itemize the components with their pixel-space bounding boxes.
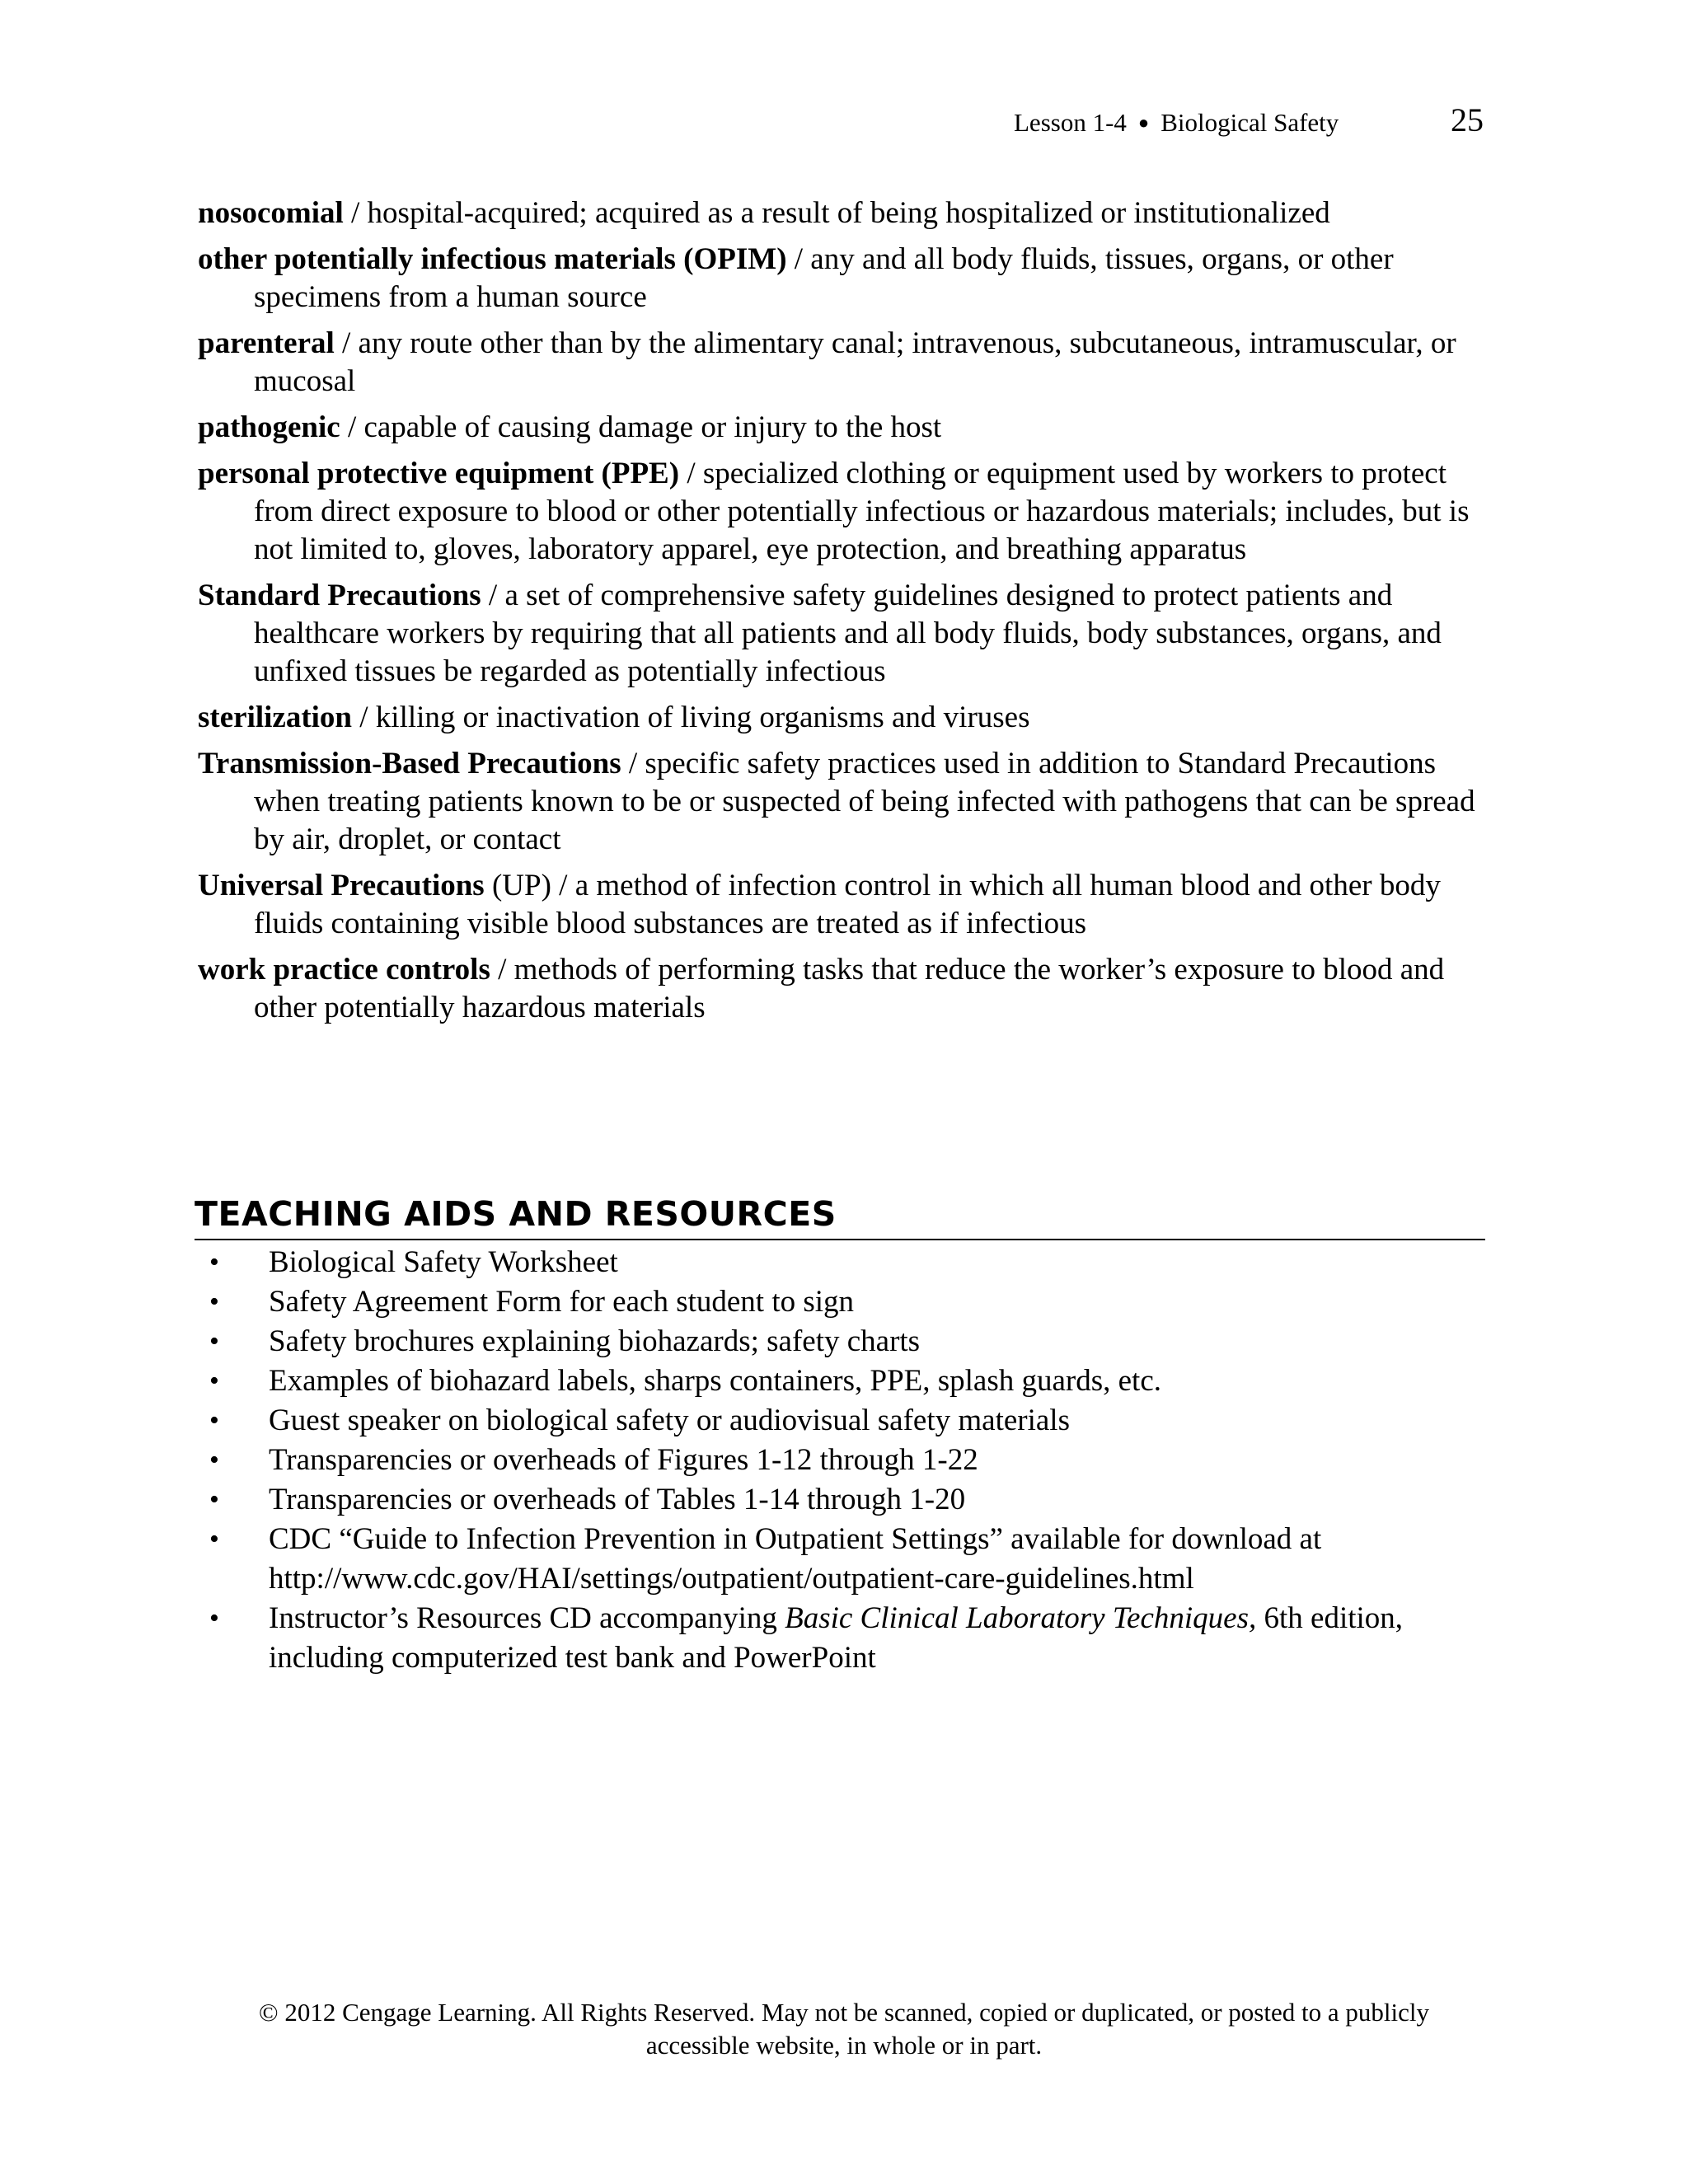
bullet-icon: • [209,1603,219,1633]
glossary-entry [198,745,1484,859]
copyright-footer [165,1996,1523,2062]
bullet-icon: • [209,1326,219,1357]
glossary-term: parenteral [198,326,335,360]
glossary-entry [198,867,1484,943]
bullet-separator-icon: ● [1137,112,1150,133]
glossary-term: pathogenic [198,410,340,444]
glossary-entry [198,577,1484,691]
glossary-definition: / specific safety practices used in addition to Standard Precautions when treating patients known to be or suspected of being infected with pathogens that can be spread by air, droplet, or contact [254,747,1475,856]
bullet-icon: • [209,1366,219,1396]
lesson-label: Lesson 1-4 [1014,108,1127,137]
glossary-term: personal protective equipment (PPE) [198,457,680,490]
bullet-icon: • [209,1484,219,1515]
list-item [198,1401,1484,1441]
list-item-text: Safety Agreement Form for each student to sign [269,1285,855,1319]
running-head-lesson [1014,108,1339,138]
copyright-line-1: © 2012 Cengage Learning. All Rights Reserved. May not be scanned, copied or duplicated, or posted to a publicly [259,1998,1429,2027]
book-title: Basic Clinical Laboratory Techniques, [785,1601,1257,1635]
list-item [198,1520,1484,1599]
list-item [198,1243,1484,1282]
bullet-icon: • [209,1445,219,1475]
copyright-line-2: accessible website, in whole or in part. [645,2031,1043,2060]
glossary-entry [198,241,1484,316]
list-item-text: Examples of biohazard labels, sharps containers, PPE, splash guards, etc. [269,1364,1162,1398]
list-item [198,1361,1484,1401]
glossary-definition: / killing or inactivation of living organisms and viruses [352,701,1030,734]
bullet-icon: • [209,1286,219,1317]
list-item-text-continued: 6th edition, including computerized test bank and PowerPoint [269,1601,1404,1675]
glossary-term: Standard Precautions [198,579,481,612]
glossary-definition: / methods of performing tasks that reduce the worker’s exposure to blood and other potentially hazardous materials [254,953,1445,1024]
glossary-term: Universal Precautions [198,869,485,902]
glossary-definition: / any and all body fluids, tissues, organs, or other specimens from a human source [254,242,1394,314]
bullet-icon: • [209,1524,219,1554]
resources-list [198,1243,1484,1678]
section-label: Biological Safety [1160,108,1339,137]
list-item-text: CDC “Guide to Infection Prevention in Outpatient Settings” available for download at http://www.cdc.gov/HAI/settings/outpatient/outpatient-care-guidelines.html [269,1522,1322,1596]
list-item-text: Transparencies or overheads of Tables 1-14 through 1-20 [269,1483,966,1516]
bullet-icon: • [209,1405,219,1436]
list-item-text: Biological Safety Worksheet [269,1245,618,1279]
glossary-list [198,194,1484,1035]
list-item-text: Guest speaker on biological safety or audiovisual safety materials [269,1404,1070,1437]
glossary-definition: (UP) / a method of infection control in which all human blood and other body fluids containing visible blood substances are treated as if infectious [254,869,1441,940]
glossary-definition: / hospital-acquired; acquired as a result of being hospitalized or institutionalized [343,196,1330,230]
glossary-entry [198,194,1484,232]
glossary-term: nosocomial [198,196,344,230]
glossary-term: other potentially infectious materials (OPIM) [198,242,787,276]
glossary-definition: / a set of comprehensive safety guidelines designed to protect patients and healthcare workers by requiring that all patients and all body fluids, body substances, organs, and unfixed tissues be regarded as potentially infectious [254,579,1442,688]
glossary-definition: / any route other than by the alimentary canal; intravenous, subcutaneous, intramuscular, or mucosal [254,326,1456,398]
glossary-entry [198,951,1484,1027]
list-item [198,1599,1484,1678]
glossary-entry [198,325,1484,401]
glossary-definition: / specialized clothing or equipment used by workers to protect from direct exposure to blood or other potentially infectious or hazardous materials; includes, but is not limited to, gloves, laboratory apparel, eye protection, and breathing apparatus [254,457,1470,566]
glossary-term: sterilization [198,701,353,734]
glossary-term: work practice controls [198,953,490,987]
page-number: 25 [1451,101,1484,138]
glossary-definition: / capable of causing damage or injury to the host [340,410,942,444]
bullet-icon: • [209,1247,219,1277]
list-item-text: Transparencies or overheads of Figures 1-12 through 1-22 [269,1443,978,1477]
glossary-entry [198,409,1484,447]
glossary-term: Transmission-Based Precautions [198,747,621,780]
list-item [198,1322,1484,1361]
list-item [198,1282,1484,1322]
list-item-text: Safety brochures explaining biohazards; safety charts [269,1324,921,1358]
glossary-entry [198,699,1484,737]
running-head [1014,101,1484,139]
list-item [198,1441,1484,1480]
glossary-entry [198,455,1484,569]
section-heading: TEACHING AIDS AND RESOURCES [195,1194,1485,1240]
list-item [198,1480,1484,1520]
list-item-text: Instructor’s Resources CD accompanying [269,1601,785,1635]
